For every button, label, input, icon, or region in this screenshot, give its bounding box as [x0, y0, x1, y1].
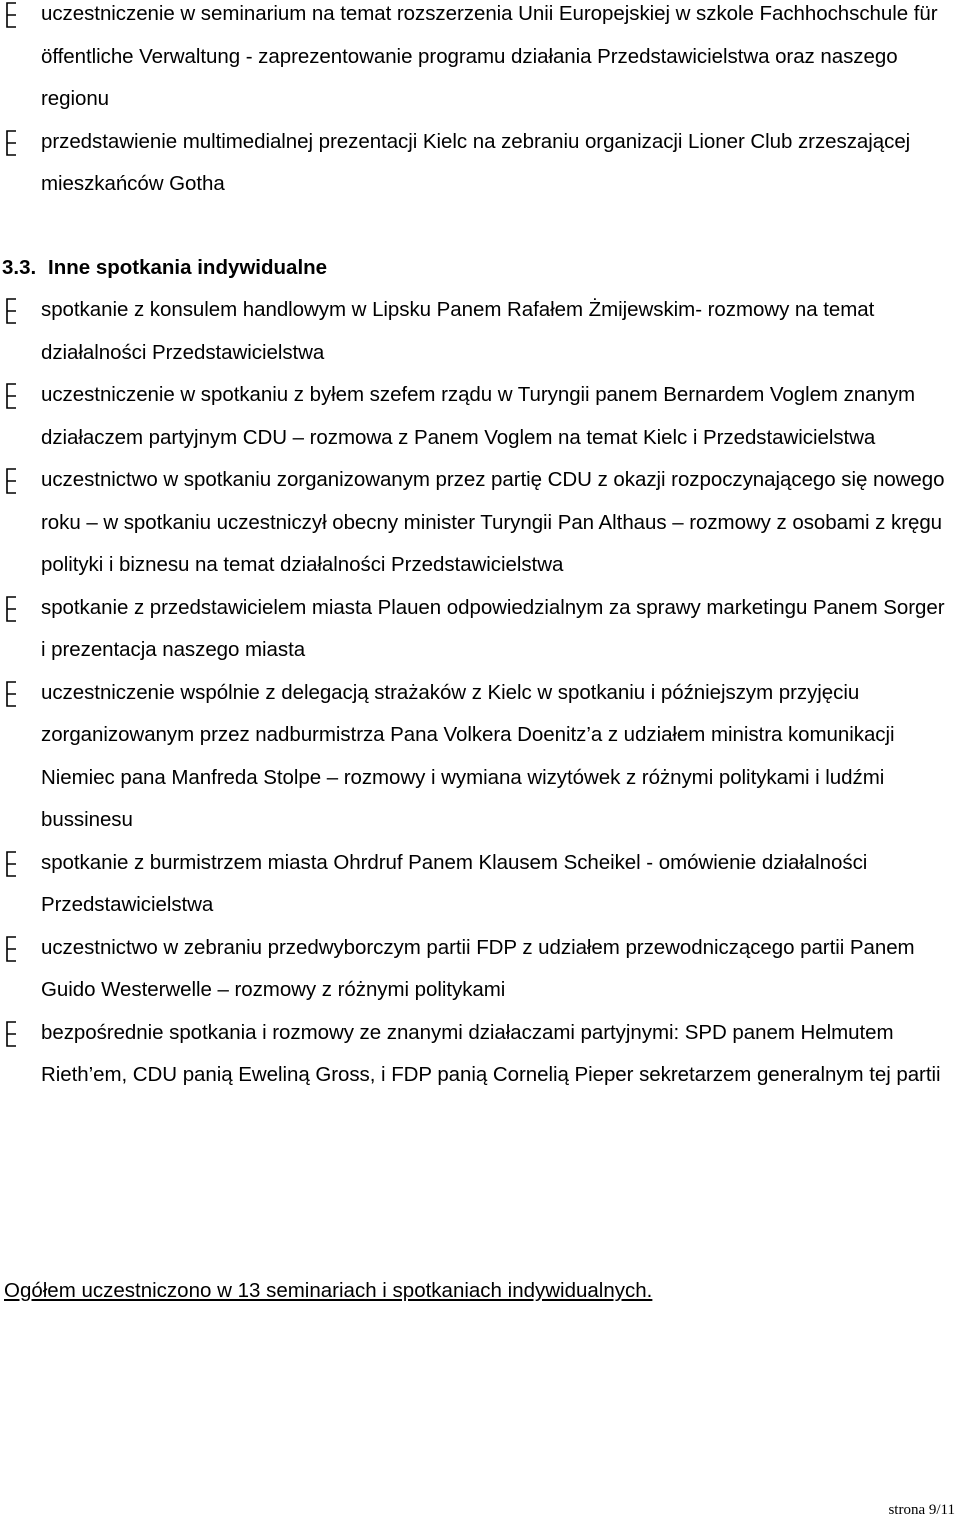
bracket-bullet-icon — [4, 130, 18, 156]
bracket-bullet-icon — [4, 298, 18, 324]
section-heading — [2, 250, 327, 286]
list-item — [0, 289, 960, 374]
list-item-text: spotkanie z burmistrzem miasta Ohrdruf Panem Klausem Scheikel - omówienie działalności Przedstawicielstwa — [41, 850, 868, 916]
list-item — [0, 374, 960, 459]
list-item — [0, 672, 960, 842]
list-item — [0, 587, 960, 672]
list-item-text: spotkanie z konsulem handlowym w Lipsku Panem Rafałem Żmijewskim- rozmowy na temat działalności Przedstawicielstwa — [41, 298, 875, 364]
list-item-text: uczestniczenie w seminarium na temat rozszerzenia Unii Europejskiej w szkole Fachhochschule für öffentliche Verwaltung - zaprezentowanie programu działania Przedstawicielstwa oraz naszego regionu — [41, 2, 938, 110]
bracket-bullet-icon — [4, 383, 18, 409]
summary-text: Ogółem uczestniczono w 13 seminariach i spotkaniach indywidualnych. — [4, 1279, 653, 1302]
bracket-bullet-icon — [4, 596, 18, 622]
list-item-text: uczestniczenie w spotkaniu z byłem szefem rządu w Turyngii panem Bernardem Voglem znanym działaczem partyjnym CDU – rozmowa z Panem Voglem na temat Kielc i Przedstawicielstwa — [41, 383, 916, 449]
bracket-bullet-icon — [4, 2, 18, 28]
bracket-bullet-icon — [4, 681, 18, 707]
bracket-bullet-icon — [4, 936, 18, 962]
bracket-bullet-icon — [4, 1021, 18, 1047]
bracket-bullet-icon — [4, 851, 18, 877]
list-item-text: uczestnictwo w spotkaniu zorganizowanym przez partię CDU z okazji rozpoczynającego się nowego roku – w spotkaniu uczestniczył obecny minister Turyngii Pan Althaus – rozmowy z osobami z kręgu polityki i biznesu na temat działalności Przedstawicielstwa — [41, 468, 945, 576]
section-title: Inne spotkania indywidualne — [48, 256, 328, 279]
bullet-list-meetings — [0, 289, 960, 1097]
list-item — [0, 459, 960, 587]
list-item-text: bezpośrednie spotkania i rozmowy ze znanymi działaczami partyjnymi: SPD panem Helmutem Rieth’em, CDU panią Eweliną Gross, i FDP panią Cornelią Pieper sekretarzem generalnym tej partii — [41, 1020, 941, 1086]
list-item — [0, 1012, 960, 1097]
page-number: strona 9/11 — [888, 1502, 955, 1518]
list-item — [0, 121, 960, 206]
section-number: 3.3. — [2, 256, 37, 279]
list-item — [0, 927, 960, 1012]
list-item-text: przedstawienie multimedialnej prezentacji Kielc na zebraniu organizacji Lioner Club zrzeszającej mieszkańców Gotha — [41, 129, 911, 195]
bracket-bullet-icon — [4, 468, 18, 494]
list-item — [0, 0, 960, 121]
list-item-text: uczestnictwo w zebraniu przedwyborczym partii FDP z udziałem przewodniczącego partii Panem Guido Westerwelle – rozmowy z różnymi politykami — [41, 935, 915, 1001]
bullet-list-top — [0, 0, 960, 206]
list-item-text: spotkanie z przedstawicielem miasta Plauen odpowiedzialnym za sprawy marketingu Panem Sorger i prezentacja naszego miasta — [41, 595, 945, 661]
list-item — [0, 842, 960, 927]
list-item-text: uczestniczenie wspólnie z delegacją strażaków z Kielc w spotkaniu i późniejszym przyjęciu zorganizowanym przez nadburmistrza Pana Volkera Doenitz’a z udziałem ministra komunikacji Niemiec pana Manfreda Stolpe – rozmowy i wymiana wizytówek z różnymi politykami i ludźmi bussinesu — [41, 680, 895, 831]
